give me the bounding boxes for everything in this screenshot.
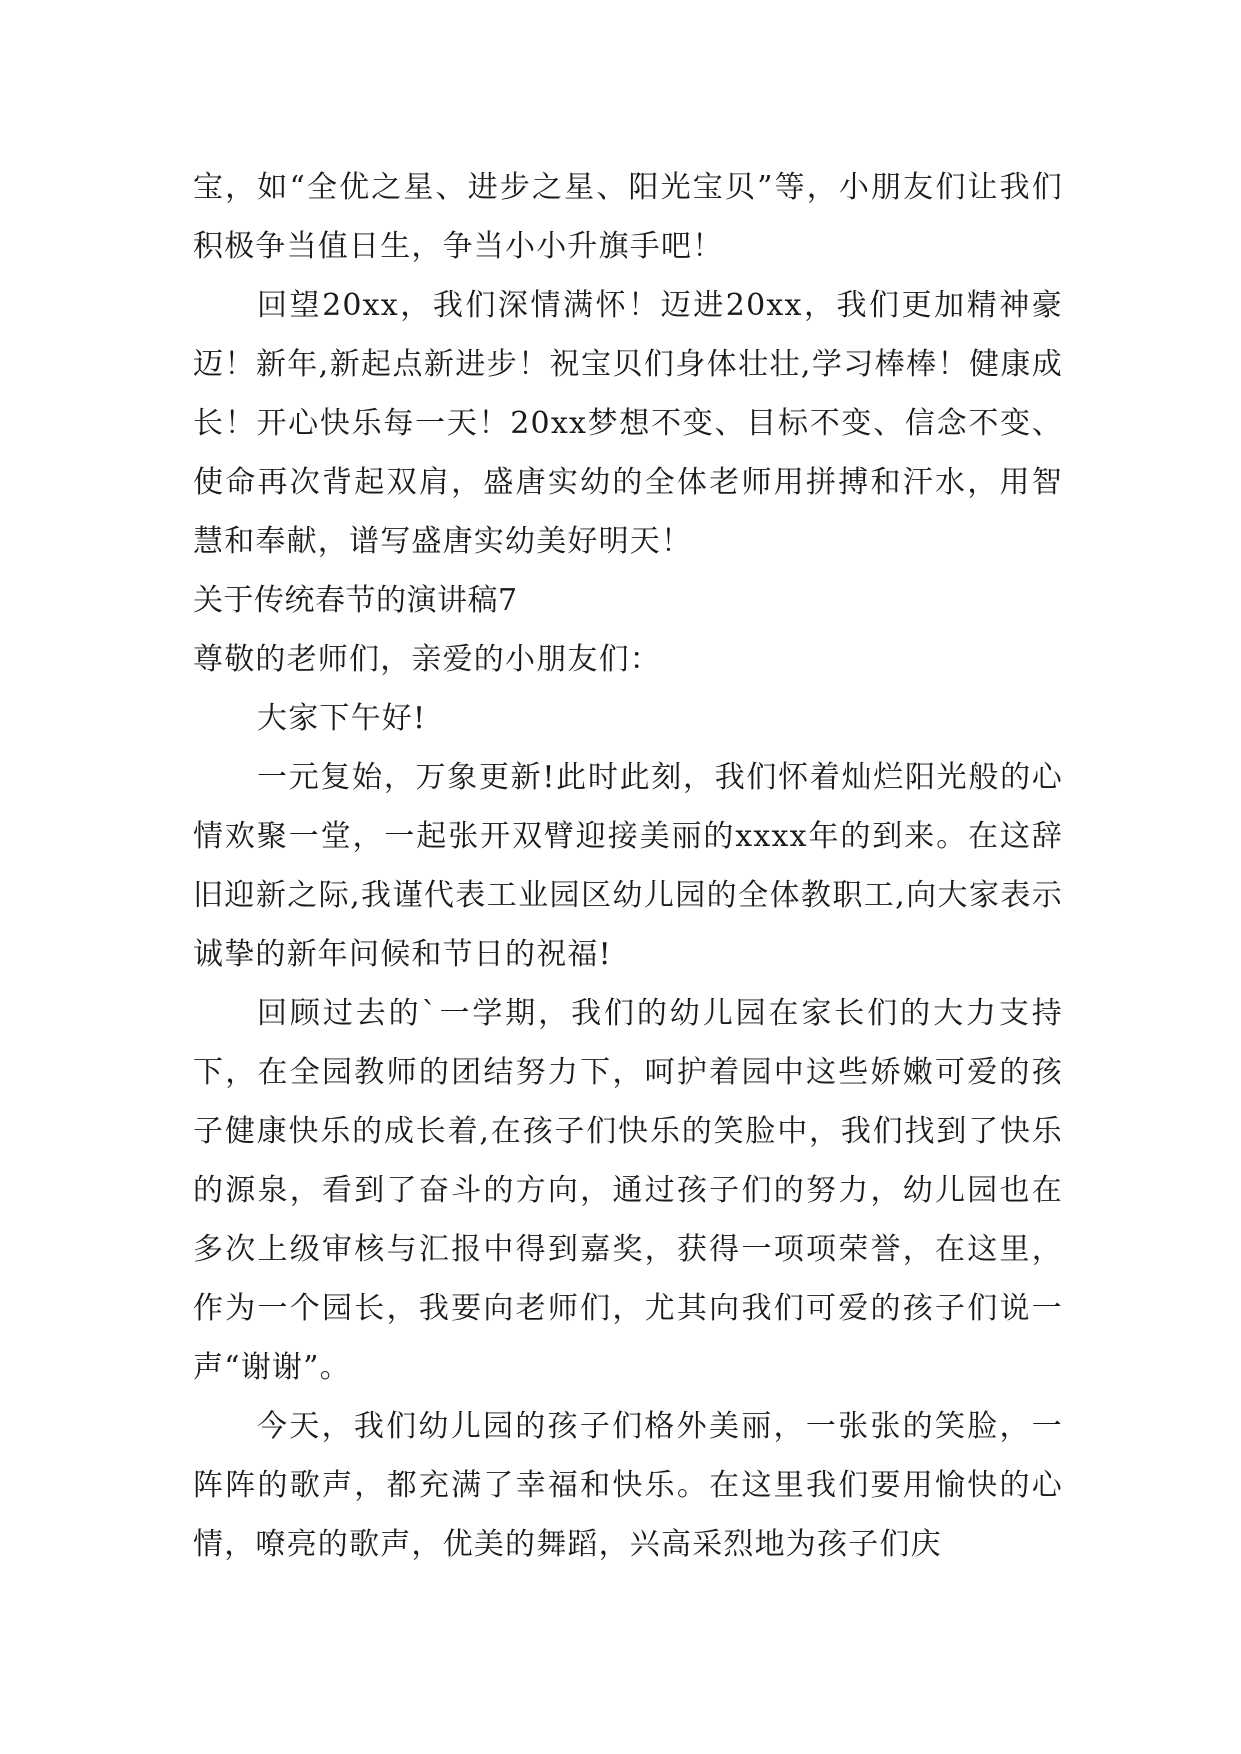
paragraph: 回顾过去的`一学期，我们的幼儿园在家长们的大力支持下，在全园教师的团结努力下，呵护着园中这些娇嫩可爱的孩子健康快乐的成长着,在孩子们快乐的笑脸中，我们找到了快乐的源泉，看到了奋斗的方向，通过孩子们的努力，幼儿园也在多次上级审核与汇报中得到嘉奖，获得一项项荣誉，在这里，作为一个园长，我要向老师们，尤其向我们可爱的孩子们说一声“谢谢”。 <box>193 996 1063 1385</box>
greeting: 大家下午好! <box>257 701 427 736</box>
paragraph: 一元复始，万象更新!此时此刻，我们怀着灿烂阳光般的心情欢聚一堂，一起张开双臂迎接美丽的xxxx年的到来。在这辞旧迎新之际,我谨代表工业园区幼儿园的全体教职工,向大家表示诚挚的新年问候和节日的祝福! <box>193 760 1063 972</box>
document-body <box>193 158 1063 1574</box>
paragraph: 宝，如“全优之星、进步之星、阳光宝贝”等，小朋友们让我们积极争当值日生，争当小小升旗手吧！ <box>193 170 1063 264</box>
paragraph: 今天，我们幼儿园的孩子们格外美丽，一张张的笑脸，一阵阵的歌声，都充满了幸福和快乐。在这里我们要用愉快的心情，嘹亮的歌声，优美的舞蹈，兴高采烈地为孩子们庆 <box>193 1409 1063 1562</box>
section-heading: 关于传统春节的演讲稿7 <box>193 583 518 618</box>
paragraph: 回望20xx，我们深情满怀！迈进20xx，我们更加精神豪迈！新年,新起点新进步！祝宝贝们身体壮壮,学习棒棒！健康成长！开心快乐每一天！20xx梦想不变、目标不变、信念不变、使命再次背起双肩，盛唐实幼的全体老师用拼搏和汗水，用智慧和奉献，谱写盛唐实幼美好明天！ <box>193 288 1063 559</box>
salutation: 尊敬的老师们，亲爱的小朋友们： <box>193 642 661 677</box>
